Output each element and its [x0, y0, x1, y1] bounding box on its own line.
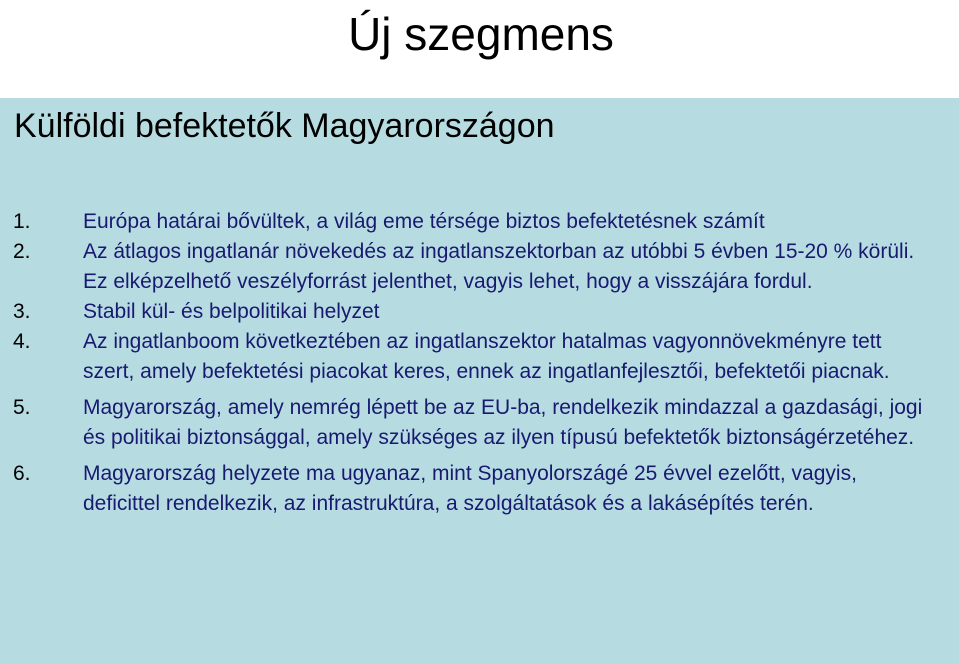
list-item-text: Magyarország helyzete ma ugyanaz, mint Spanyolországé 25 évvel ezelőtt, vagyis, deficittel rendelkezik, az infrastruktúra, a szolgáltatások és a lakásépítés terén.	[83, 462, 857, 515]
list-item-text: Európa határai bővültek, a világ eme térsége biztos befektetésnek számít	[83, 210, 765, 233]
list-item-text: Az ingatlanboom következtében az ingatlanszektor hatalmas vagyonnövekményre tett szert, amely befektetési piacokat keres, ennek az ingatlanfejlesztői, befektetői piacnak.	[83, 330, 890, 383]
list-item-number: 6.	[13, 462, 31, 485]
slide-title: Új szegmens	[348, 8, 614, 60]
list-item-text: Magyarország, amely nemrég lépett be az EU-ba, rendelkezik mindazzal a gazdasági, jogi és politikai biztonsággal, amely szükséges az ilyen típusú befektetők biztonságérzetéhez.	[83, 396, 923, 449]
list-item-text: Stabil kül- és belpolitikai helyzet	[83, 300, 380, 323]
panel-heading: Külföldi befektetők Magyarországon	[14, 107, 555, 145]
list-item-6	[0, 459, 959, 519]
list-item-3	[0, 297, 959, 327]
list-item-text: Az átlagos ingatlanár növekedés az ingatlanszektorban az utóbbi 5 évben 15-20 % körüli. Ez elképzelhető veszélyforrást jelenthet, vagyis lehet, hogy a visszájára fordul.	[83, 240, 915, 293]
list-item-number: 1.	[13, 210, 31, 233]
numbered-list	[0, 207, 959, 519]
list-item-number: 4.	[13, 330, 31, 353]
list-item-number: 3.	[13, 300, 31, 323]
list-item-number: 5.	[13, 396, 31, 419]
list-item-4	[0, 327, 959, 387]
list-item-number: 2.	[13, 240, 31, 263]
list-item-5	[0, 393, 959, 453]
list-item-2	[0, 237, 959, 297]
list-item-1	[0, 207, 959, 237]
